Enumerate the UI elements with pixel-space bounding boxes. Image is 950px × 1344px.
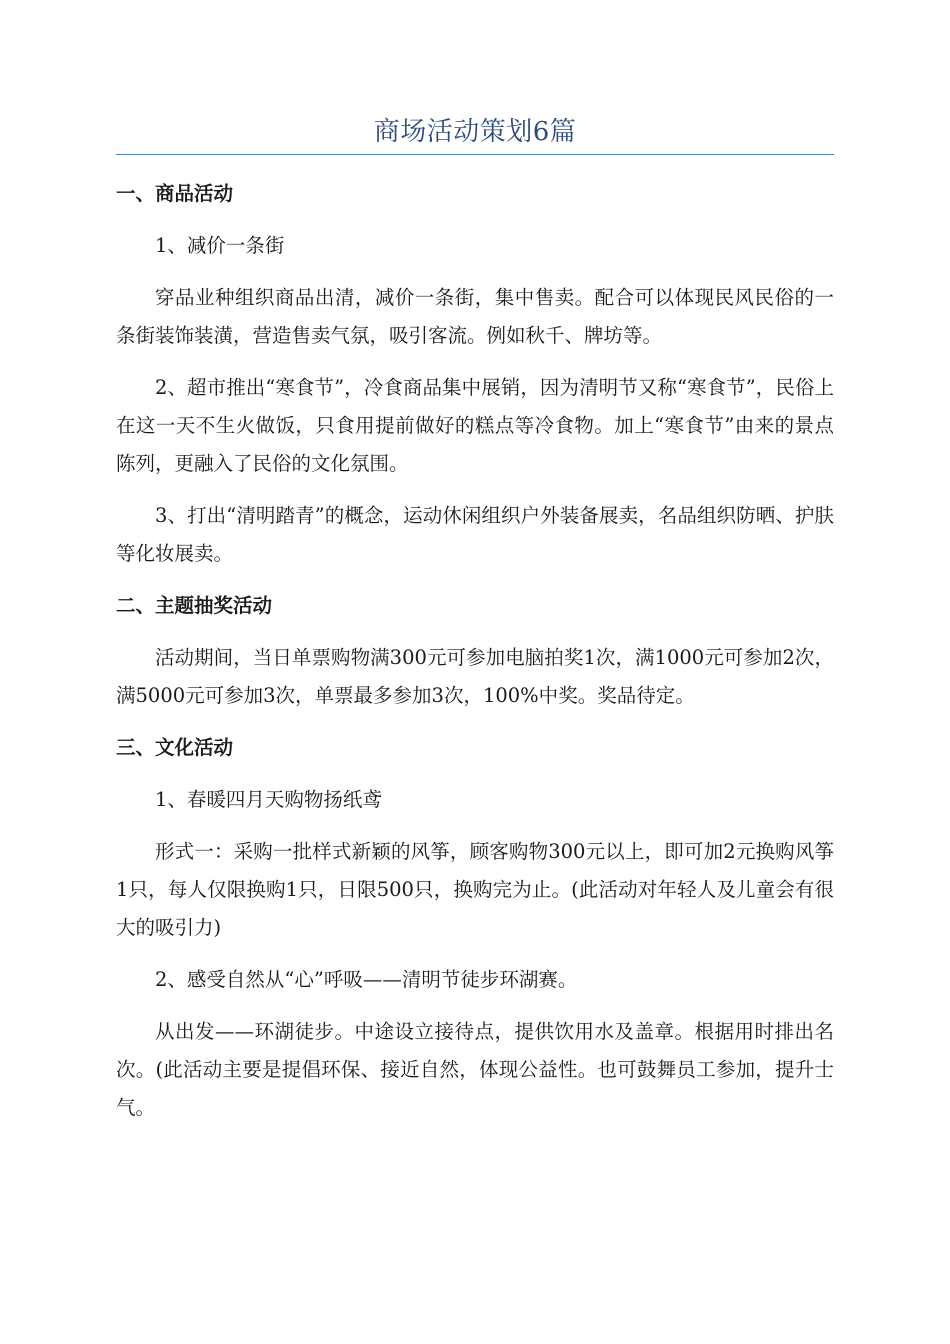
section-heading: 二、主题抽奖活动 xyxy=(116,594,273,617)
paragraph: 2、超市推出“寒食节”，冷食商品集中展销，因为清明节又称“寒食节”，民俗上在这一天不生火做饭，只食用提前做好的糕点等冷食物。加上“寒食节”由来的景点陈列，更融入了民俗的文化氛围。 xyxy=(116,376,834,475)
paragraph: 活动期间，当日单票购物满300元可参加电脑拍奖1次，满1000元可参加2次，满5000元可参加3次，单票最多参加3次，100%中奖。奖品待定。 xyxy=(116,646,834,707)
document-body xyxy=(116,175,834,1141)
paragraph: 从出发——环湖徒步。中途设立接待点，提供饮用水及盖章。根据用时排出名次。(此活动主要是提倡环保、接近自然，体现公益性。也可鼓舞员工参加，提升士气。 xyxy=(116,1020,834,1119)
section-goods-activity xyxy=(116,175,834,573)
paragraph: 1、减价一条街 xyxy=(155,234,285,257)
section-lottery-activity xyxy=(116,587,834,715)
paragraph: 1、春暖四月天购物扬纸鸢 xyxy=(155,788,382,811)
paragraph: 3、打出“清明踏青”的概念，运动休闲组织户外装备展卖，名品组织防晒、护肤等化妆展卖。 xyxy=(116,504,834,565)
section-culture-activity xyxy=(116,729,834,1127)
paragraph: 穿品业种组织商品出清，减价一条街，集中售卖。配合可以体现民风民俗的一条街装饰装潢，营造售卖气氛，吸引客流。例如秋千、牌坊等。 xyxy=(116,286,834,347)
section-heading: 三、文化活动 xyxy=(116,736,234,759)
paragraph: 形式一：采购一批样式新颖的风筝，顾客购物300元以上，即可加2元换购风筝1只，每人仅限换购1只，日限500只，换购完为止。(此活动对年轻人及儿童会有很大的吸引力) xyxy=(116,840,834,939)
paragraph: 2、感受自然从“心”呼吸——清明节徒步环湖赛。 xyxy=(155,968,578,991)
document-title: 商场活动策划6篇 xyxy=(373,117,577,147)
title-underline xyxy=(116,154,834,155)
section-heading: 一、商品活动 xyxy=(116,182,234,205)
